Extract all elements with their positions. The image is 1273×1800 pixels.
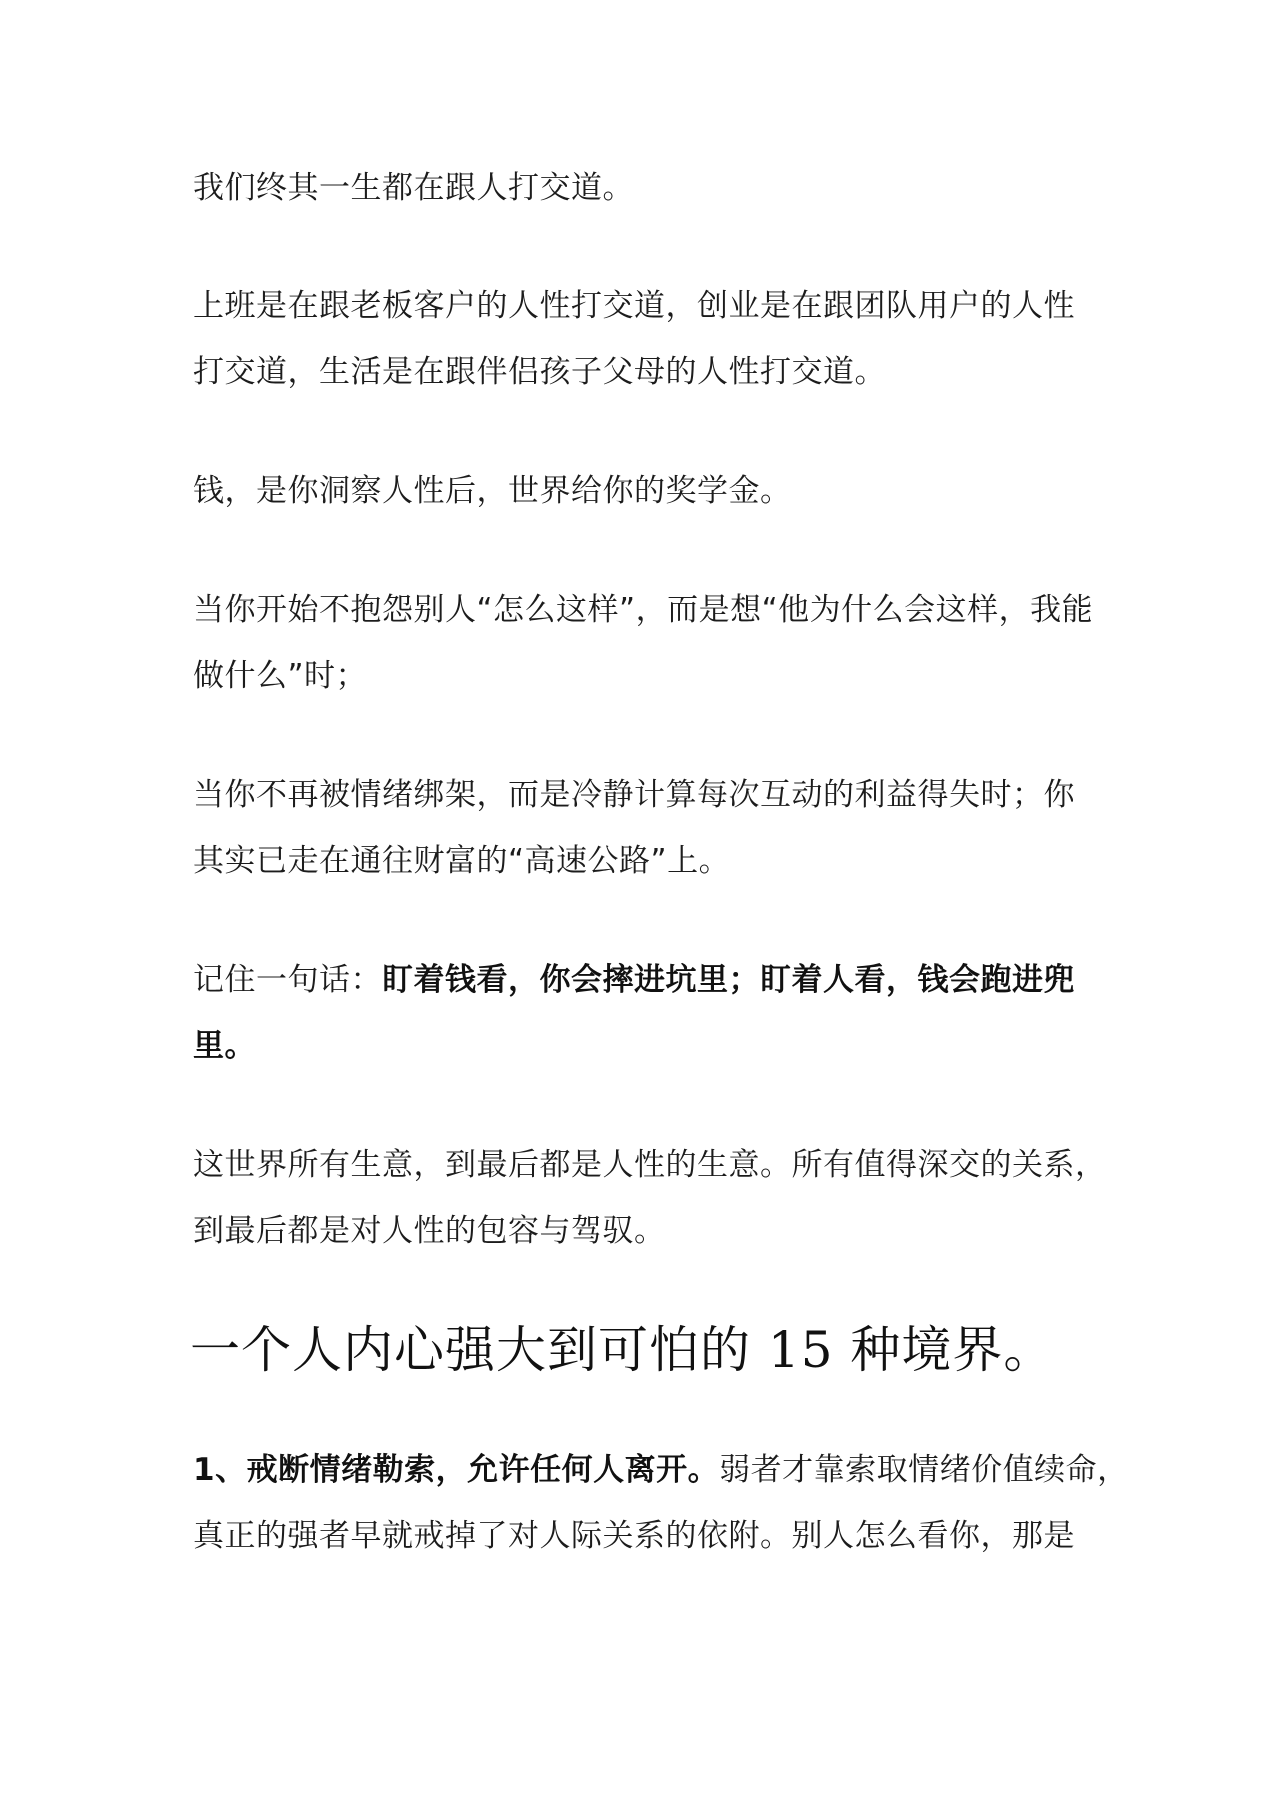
paragraph-4	[193, 577, 1093, 709]
paragraph-line: 其实已走在通往财富的“高速公路”上。	[193, 843, 731, 879]
paragraph-5	[193, 762, 1093, 894]
list-item-1	[193, 1437, 1129, 1569]
paragraph-line: 当你不再被情绪绑架，而是冷静计算每次互动的利益得失时；你	[193, 777, 1075, 813]
key-quote: 盯着钱看，你会摔进坑里；盯着人看，钱会跑进兜	[382, 962, 1075, 998]
paragraph-line: 我们终其一生都在跟人打交道。	[193, 170, 634, 206]
paragraph-1	[193, 155, 1093, 221]
paragraph-7	[193, 1132, 1107, 1264]
paragraph-line	[193, 947, 1093, 1013]
paragraph-line: 做什么”时；	[193, 658, 368, 694]
paragraph-line: 上班是在跟老板客户的人性打交道，创业是在跟团队用户的人性	[193, 288, 1075, 324]
paragraph-3	[193, 458, 1093, 524]
section-heading: 一个人内心强大到可怕的 15 种境界。	[190, 1321, 1055, 1379]
paragraph-2	[193, 273, 1093, 405]
paragraph-line: 钱，是你洞察人性后，世界给你的奖学金。	[193, 473, 792, 509]
item-text: 弱者才靠索取情绪价值续命，	[719, 1452, 1129, 1488]
key-quote-continued: 里。	[193, 1028, 256, 1064]
paragraph-line	[193, 1437, 1129, 1503]
paragraph-line: 当你开始不抱怨别人“怎么这样”，而是想“他为什么会这样，我能	[193, 592, 1094, 628]
remember-prefix: 记住一句话：	[193, 962, 382, 998]
item-title: 1、戒断情绪勒索，允许任何人离开。	[193, 1452, 720, 1488]
paragraph-line: 到最后都是对人性的包容与驾驭。	[193, 1213, 666, 1249]
paragraph-line: 真正的强者早就戒掉了对人际关系的依附。别人怎么看你，那是	[193, 1518, 1075, 1554]
paragraph-line: 打交道，生活是在跟伴侣孩子父母的人性打交道。	[193, 354, 886, 390]
paragraph-line: 这世界所有生意，到最后都是人性的生意。所有值得深交的关系，	[193, 1147, 1107, 1183]
paragraph-6	[193, 947, 1093, 1079]
